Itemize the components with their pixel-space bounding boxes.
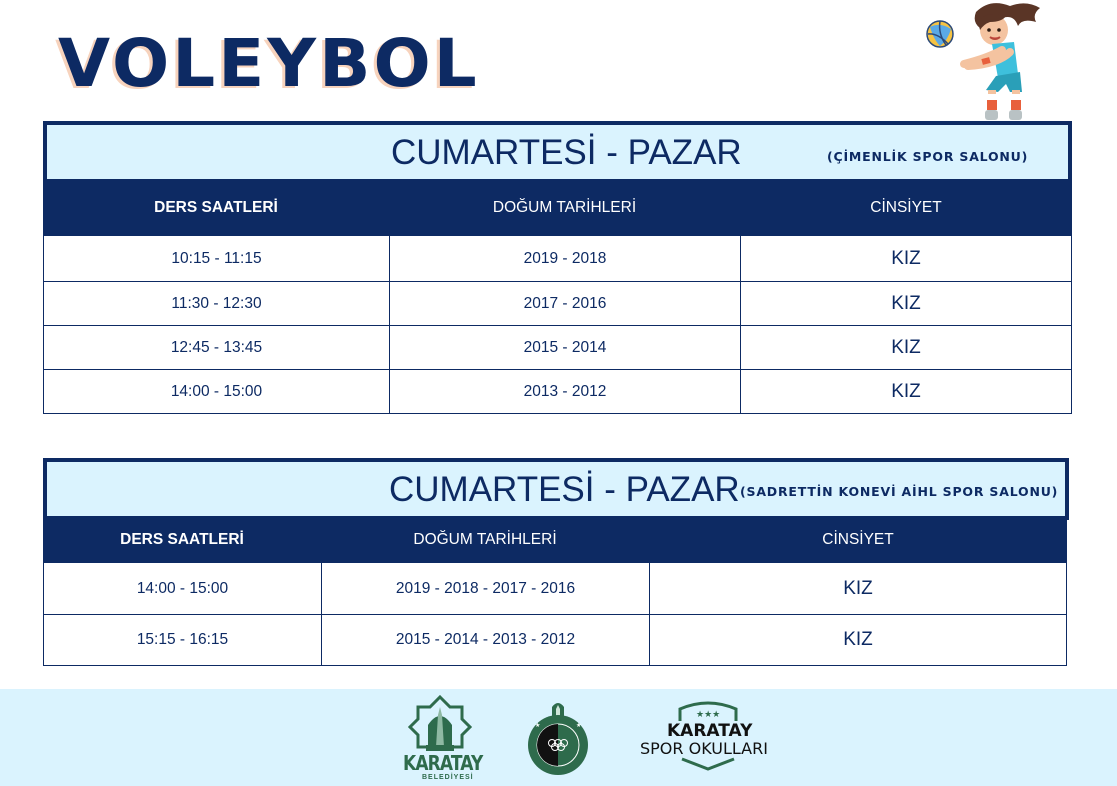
logo-name: KARATAY bbox=[667, 721, 753, 741]
table-row bbox=[43, 236, 1072, 282]
logo-subtitle: BELEDİYESİ bbox=[422, 774, 474, 781]
karatay-belediyesi-logo bbox=[402, 695, 483, 781]
column-header-birth-dates: DOĞUM TARİHLERİ bbox=[413, 530, 557, 548]
table-row bbox=[43, 615, 1067, 666]
karatay-belediyespor-badge-icon bbox=[526, 697, 590, 779]
column-header-gender: CİNSİYET bbox=[870, 199, 942, 216]
birth-years-cell: 2019 - 2018 bbox=[389, 236, 740, 281]
time-cell: 12:45 - 13:45 bbox=[43, 326, 389, 369]
footer-logos-bar bbox=[0, 689, 1117, 786]
column-header-lesson-hours: DERS SAATLERİ bbox=[154, 199, 278, 216]
schedule-title-band bbox=[43, 121, 1072, 183]
table-row bbox=[43, 326, 1072, 370]
table-row bbox=[43, 370, 1072, 414]
volleyball-player-illustration bbox=[918, 0, 1048, 122]
schedule-table-sadrettin-konevi bbox=[43, 458, 1069, 668]
table-row bbox=[43, 282, 1072, 326]
logo-subtitle: SPOR OKULLARI bbox=[640, 739, 768, 758]
column-header-gender: CİNSİYET bbox=[822, 530, 894, 548]
birth-years-cell: 2015 - 2014 bbox=[389, 326, 740, 369]
schedule-body bbox=[43, 563, 1067, 666]
table-row bbox=[43, 563, 1067, 615]
schedule-table-cimenlik bbox=[43, 121, 1073, 414]
gender-cell: KIZ bbox=[649, 615, 1067, 665]
karatay-belediyesi-emblem-icon bbox=[402, 695, 478, 757]
gender-cell: KIZ bbox=[740, 236, 1072, 281]
svg-text:★: ★ bbox=[535, 723, 541, 729]
girl-playing-volleyball-icon bbox=[918, 0, 1048, 122]
birth-years-cell: 2019 - 2018 - 2017 - 2016 bbox=[321, 563, 649, 614]
gender-cell: KIZ bbox=[740, 370, 1072, 413]
birth-years-cell: 2013 - 2012 bbox=[389, 370, 740, 413]
svg-text:★★★: ★★★ bbox=[696, 709, 721, 719]
schedule-days: CUMARTESİ - PAZAR bbox=[391, 133, 742, 172]
gender-cell: KIZ bbox=[740, 326, 1072, 369]
time-cell: 14:00 - 15:00 bbox=[43, 563, 321, 614]
time-cell: 10:15 - 11:15 bbox=[43, 236, 389, 281]
birth-years-cell: 2015 - 2014 - 2013 - 2012 bbox=[321, 615, 649, 665]
logo-name: KARATAY bbox=[403, 751, 483, 775]
schedule-header-row bbox=[43, 516, 1067, 563]
karatay-spor-okullari-logo bbox=[638, 701, 780, 781]
gender-cell: KIZ bbox=[740, 282, 1072, 325]
schedule-venue: (ÇİMENLİK SPOR SALONU) bbox=[827, 149, 1029, 164]
gender-cell: KIZ bbox=[649, 563, 1067, 614]
svg-text:★: ★ bbox=[576, 723, 582, 729]
birth-years-cell: 2017 - 2016 bbox=[389, 282, 740, 325]
schedule-title-band bbox=[43, 458, 1069, 520]
time-cell: 15:15 - 16:15 bbox=[43, 615, 321, 665]
schedule-body bbox=[43, 236, 1072, 414]
schedule-header-row bbox=[43, 180, 1072, 236]
column-header-lesson-hours: DERS SAATLERİ bbox=[120, 530, 244, 548]
time-cell: 14:00 - 15:00 bbox=[43, 370, 389, 413]
karatay-belediyespor-logo bbox=[526, 697, 590, 779]
schedule-days: CUMARTESİ - PAZAR bbox=[389, 470, 740, 509]
schedule-venue: (SADRETTİN KONEVİ AİHL SPOR SALONU) bbox=[740, 484, 1059, 499]
column-header-birth-dates: DOĞUM TARİHLERİ bbox=[492, 199, 637, 216]
time-cell: 11:30 - 12:30 bbox=[43, 282, 389, 325]
page-title: VOLEYBOL bbox=[58, 25, 480, 102]
